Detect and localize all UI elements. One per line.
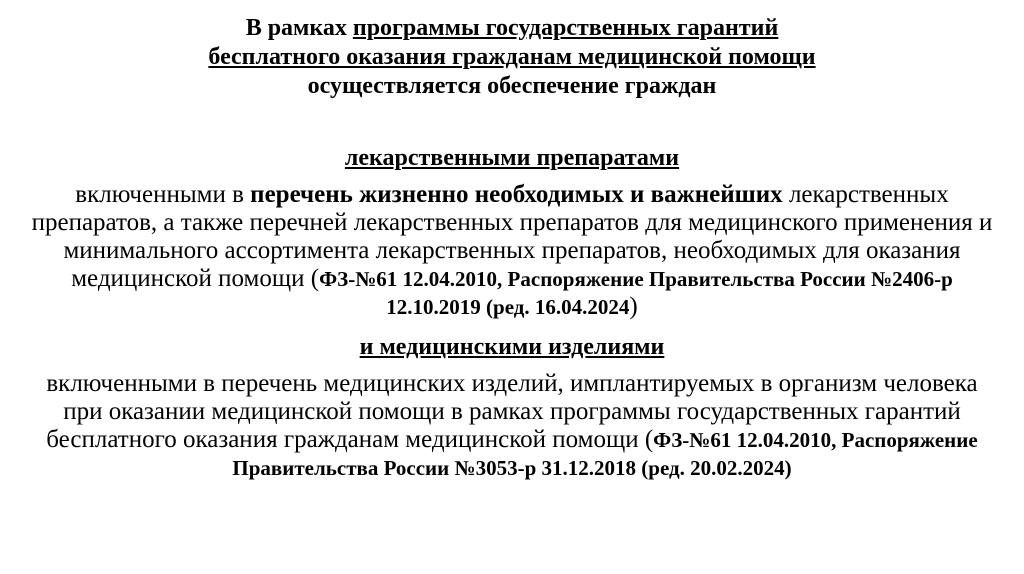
section-heading-medicines: лекарственными препаратами <box>344 145 680 171</box>
text-segment: лекарственных препаратов, а также перечней лекарственных препаратов для медицинского применения и минимального ассортимента лекарственных препаратов, необходимых для оказания медицинской помощи ( <box>31 181 993 292</box>
text-segment: включенными в перечень медицинских изделий, имплантируемых в организм человека при оказании медицинской помощи в рамках программы государственных гарантий бесплатного оказания гражданам медицинской помощи ( <box>46 370 978 453</box>
text-segment: включенными в <box>75 181 251 208</box>
section-medical-devices <box>30 333 994 482</box>
title-line-1 <box>0 14 1024 43</box>
section-paragraph-medicines <box>30 181 994 321</box>
section-paragraph-medical-devices <box>30 370 994 482</box>
text-segment: ) <box>629 293 638 320</box>
section-medicines <box>30 144 994 321</box>
text-segment: ФЗ-№61 12.04.2010, Распоряжение Правительства России №3053-р 31.12.2018 (ред. 20.02.2024) <box>232 428 978 480</box>
text-segment: ФЗ-№61 12.04.2010, Распоряжение Правительства России №2406-р 12.10.2019 (ред. 16.04.2024 <box>319 267 953 319</box>
slide-body <box>30 144 994 482</box>
text-segment: программы государственных гарантий <box>352 15 779 41</box>
text-segment: перечень жизненно необходимых и важнейших <box>250 181 783 208</box>
slide-title <box>0 0 1024 101</box>
text-segment: бесплатного оказания гражданам медицинской помощи <box>208 44 816 70</box>
text-segment: В рамках <box>245 15 353 41</box>
title-line-2 <box>0 43 1024 72</box>
title-line-3 <box>0 72 1024 101</box>
section-heading-medical-devices: и медицинскими изделиями <box>359 334 665 360</box>
text-segment: осуществляется обеспечение граждан <box>307 73 717 99</box>
